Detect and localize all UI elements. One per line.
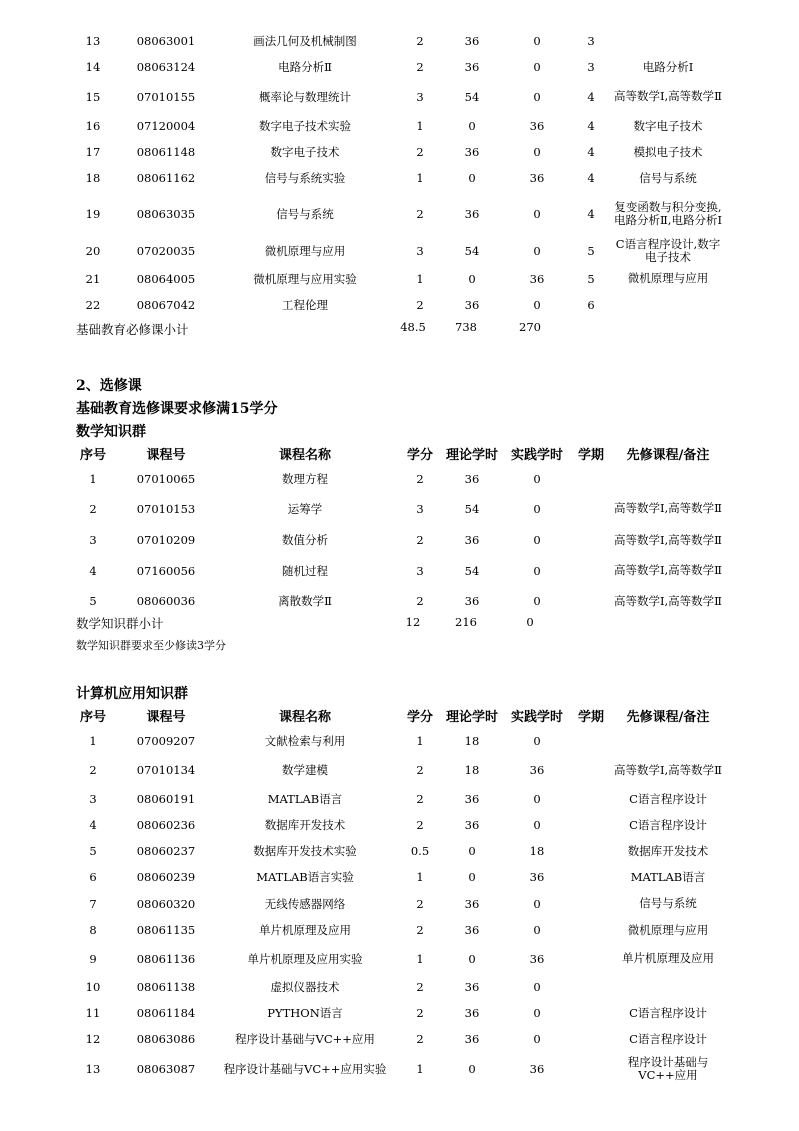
math-header-credits: 学分 — [406, 447, 433, 463]
required-cell-course-name: 微机原理与应用实验 — [253, 271, 357, 286]
computer-cell-practice-hours: 0 — [533, 734, 541, 748]
computer-cell-theory-hours: 36 — [464, 980, 480, 994]
computer-cell-course-code: 08060239 — [136, 870, 196, 884]
computer-cell-seq: 12 — [85, 1032, 101, 1046]
math-header-theory-hours: 理论学时 — [445, 447, 498, 463]
required-cell-credits: 3 — [416, 89, 424, 104]
computer-header-course-code: 课程号 — [146, 709, 186, 725]
computer-cell-seq: 3 — [89, 792, 97, 806]
required-cell-course-code: 08063124 — [136, 60, 196, 74]
required-row — [64, 80, 724, 113]
computer-cell-theory-hours: 36 — [464, 923, 480, 937]
required-cell-practice-hours: 36 — [529, 171, 545, 185]
math-cell-prerequisite: 高等数学Ⅰ,高等数学Ⅱ — [613, 563, 722, 577]
required-cell-prerequisite: C语言程序设计,数字电子技术 — [615, 237, 721, 264]
math-cell-practice-hours: 0 — [533, 594, 541, 608]
computer-cell-practice-hours: 0 — [533, 896, 541, 911]
math-header-row — [64, 440, 724, 466]
math-row — [64, 525, 724, 555]
required-cell-prerequisite: 数字电子技术 — [633, 118, 703, 133]
required-cell-semester: 4 — [587, 89, 595, 104]
math-row — [64, 586, 724, 616]
computer-cell-semester — [570, 812, 612, 838]
required-cell-seq: 16 — [85, 119, 101, 133]
computer-cell-course-name: 文献检索与利用 — [264, 734, 346, 748]
required-cell-semester: 4 — [587, 207, 595, 221]
computer-row — [64, 917, 724, 943]
math-cell-course-code: 07010153 — [136, 501, 196, 516]
math-cell-semester — [570, 586, 612, 616]
math-header-semester: 学期 — [577, 447, 604, 463]
math-header-prerequisite: 先修课程/备注 — [626, 447, 710, 463]
computer-cell-theory-hours: 36 — [464, 792, 480, 806]
math-header-course-code: 课程号 — [146, 447, 186, 463]
required-cell-practice-hours: 0 — [533, 89, 541, 104]
computer-cell-practice-hours: 0 — [533, 1032, 541, 1046]
required-cell-semester: 6 — [587, 298, 595, 312]
required-subtotal-practice: 270 — [519, 320, 541, 334]
required-row — [64, 54, 724, 80]
required-cell-course-code: 08061162 — [136, 171, 196, 185]
computer-cell-seq: 10 — [85, 980, 101, 994]
computer-cell-theory-hours: 0 — [468, 951, 476, 966]
computer-cell-practice-hours: 0 — [533, 923, 541, 937]
computer-cell-course-name: 单片机原理及应用实验 — [247, 951, 363, 966]
required-cell-semester: 5 — [587, 244, 595, 258]
computer-cell-course-code: 08061136 — [136, 951, 196, 966]
required-cell-course-name: 数字电子技术实验 — [259, 119, 351, 133]
computer-cell-credits: 0.5 — [410, 844, 430, 858]
computer-cell-course-name: MATLAB语言 — [267, 792, 343, 806]
computer-cell-seq: 5 — [89, 844, 97, 858]
computer-cell-prerequisite: C语言程序设计 — [629, 1005, 707, 1020]
required-cell-practice-hours: 0 — [533, 298, 541, 312]
computer-cell-seq: 4 — [89, 818, 97, 832]
math-subtotal-credits: 12 — [405, 615, 421, 629]
computer-cell-prerequisite: 单片机原理及应用 — [622, 951, 714, 965]
required-cell-semester: 4 — [587, 171, 595, 185]
math-cell-credits: 2 — [416, 594, 424, 608]
math-cell-credits: 2 — [416, 472, 424, 486]
computer-cell-course-code: 08060320 — [136, 896, 196, 911]
math-cell-semester — [570, 492, 612, 525]
computer-cell-seq: 8 — [89, 923, 97, 937]
computer-cell-practice-hours: 0 — [533, 980, 541, 994]
math-cell-course-code: 07010209 — [136, 533, 196, 547]
required-cell-course-name: 工程伦理 — [282, 298, 328, 312]
electives-heading: 2、选修课 — [76, 378, 142, 394]
math-cell-course-name: 运筹学 — [287, 501, 323, 516]
required-row — [64, 165, 724, 191]
computer-header-course-name: 课程名称 — [278, 709, 331, 725]
computer-cell-prerequisite: 信号与系统 — [639, 896, 697, 910]
computer-cell-semester — [570, 754, 612, 786]
computer-cell-theory-hours: 36 — [464, 896, 480, 911]
required-row — [64, 28, 724, 54]
required-cell-course-name: 概率论与数理统计 — [259, 89, 351, 104]
math-cell-prerequisite: 高等数学Ⅰ,高等数学Ⅱ — [613, 593, 722, 608]
required-cell-credits: 1 — [416, 271, 424, 286]
required-cell-prerequisite: 复变函数与积分变换,电路分析Ⅱ,电路分析Ⅰ — [613, 200, 722, 227]
computer-cell-prerequisite — [612, 728, 724, 754]
computer-cell-course-code: 08061138 — [136, 980, 196, 994]
computer-cell-theory-hours: 0 — [468, 844, 476, 858]
math-cell-practice-hours: 0 — [533, 501, 541, 516]
required-cell-semester: 5 — [587, 271, 595, 286]
computer-cell-credits: 2 — [416, 818, 424, 832]
computer-cell-course-code: 08060237 — [136, 844, 196, 858]
required-cell-theory-hours: 36 — [464, 207, 480, 221]
required-cell-prerequisite: 高等数学Ⅰ,高等数学Ⅱ — [613, 89, 722, 103]
computer-cell-semester — [570, 1000, 612, 1026]
computer-cell-semester — [570, 786, 612, 812]
math-row — [64, 492, 724, 525]
required-cell-practice-hours: 36 — [529, 119, 545, 133]
math-cell-prerequisite: 高等数学Ⅰ,高等数学Ⅱ — [613, 532, 722, 547]
computer-row — [64, 890, 724, 917]
computer-cell-prerequisite: 数据库开发技术 — [627, 843, 709, 858]
required-subtotal-credits: 48.5 — [400, 320, 426, 334]
math-cell-seq: 5 — [89, 594, 97, 608]
required-cell-theory-hours: 0 — [468, 271, 476, 286]
computer-header-theory-hours: 理论学时 — [445, 709, 498, 725]
required-cell-course-code: 08061148 — [136, 145, 196, 159]
required-cell-course-code: 07010155 — [136, 89, 196, 104]
required-cell-practice-hours: 0 — [533, 244, 541, 258]
math-cell-course-code: 07160056 — [136, 563, 196, 578]
math-cell-theory-hours: 36 — [464, 533, 480, 547]
computer-cell-course-name: 数学建模 — [282, 763, 328, 777]
required-cell-credits: 2 — [416, 145, 424, 159]
computer-group-table — [64, 702, 724, 1085]
math-group-title: 数学知识群 — [76, 424, 146, 440]
required-cell-practice-hours: 36 — [529, 271, 545, 286]
computer-cell-seq: 7 — [89, 896, 97, 911]
required-row — [64, 237, 724, 265]
math-group-note: 数学知识群要求至少修读3学分 — [76, 639, 226, 652]
computer-cell-credits: 2 — [416, 763, 424, 777]
math-cell-credits: 3 — [416, 563, 424, 578]
computer-group-title: 计算机应用知识群 — [76, 686, 188, 702]
math-cell-seq: 1 — [89, 472, 97, 486]
computer-cell-semester — [570, 838, 612, 864]
computer-header-seq: 序号 — [79, 709, 106, 725]
computer-row — [64, 943, 724, 974]
computer-row — [64, 728, 724, 754]
computer-cell-course-code: 08063087 — [136, 1061, 196, 1076]
required-cell-theory-hours: 36 — [464, 34, 480, 48]
required-cell-practice-hours: 0 — [533, 207, 541, 221]
computer-cell-course-code: 08063086 — [136, 1032, 196, 1046]
required-cell-course-name: 微机原理与应用 — [264, 244, 346, 258]
required-cell-credits: 2 — [416, 298, 424, 312]
computer-cell-practice-hours: 36 — [529, 763, 545, 777]
required-cell-prerequisite — [612, 292, 724, 318]
required-cell-theory-hours: 0 — [468, 171, 476, 185]
math-cell-theory-hours: 36 — [464, 594, 480, 608]
required-cell-course-name: 电路分析Ⅱ — [278, 60, 332, 74]
math-cell-semester — [570, 466, 612, 492]
required-cell-credits: 2 — [416, 207, 424, 221]
required-cell-seq: 22 — [85, 298, 101, 312]
computer-cell-credits: 1 — [416, 734, 424, 748]
computer-row — [64, 1052, 724, 1085]
computer-cell-course-name: 数据库开发技术实验 — [253, 844, 357, 858]
computer-cell-credits: 1 — [416, 951, 424, 966]
required-cell-course-code: 08064005 — [136, 271, 196, 286]
computer-header-practice-hours: 实践学时 — [510, 709, 563, 725]
required-cell-seq: 13 — [85, 34, 101, 48]
computer-cell-prerequisite: 高等数学Ⅰ,高等数学Ⅱ — [613, 762, 722, 777]
required-row — [64, 265, 724, 292]
computer-cell-course-name: 虚拟仪器技术 — [270, 980, 340, 994]
math-cell-practice-hours: 0 — [533, 533, 541, 547]
computer-cell-course-name: 程序设计基础与VC++应用 — [235, 1032, 375, 1046]
computer-cell-seq: 2 — [89, 763, 97, 777]
math-header-course-name: 课程名称 — [278, 447, 331, 463]
required-cell-semester: 3 — [587, 60, 595, 74]
required-row — [64, 139, 724, 165]
math-group-table — [64, 440, 724, 616]
computer-cell-course-name: MATLAB语言实验 — [256, 870, 354, 884]
math-cell-course-name: 随机过程 — [282, 563, 328, 578]
math-subtotal-practice: 0 — [526, 615, 534, 629]
required-course-table — [64, 28, 724, 318]
math-cell-theory-hours: 54 — [464, 563, 480, 578]
computer-cell-credits: 1 — [416, 1061, 424, 1076]
math-cell-practice-hours: 0 — [533, 472, 541, 486]
required-cell-prerequisite: 模拟电子技术 — [633, 144, 703, 159]
math-cell-seq: 3 — [89, 533, 97, 547]
required-cell-theory-hours: 54 — [464, 244, 480, 258]
computer-cell-semester — [570, 1052, 612, 1085]
computer-cell-course-code: 07009207 — [136, 734, 196, 748]
computer-cell-prerequisite: 微机原理与应用 — [627, 922, 709, 937]
required-cell-prerequisite: 电路分析Ⅰ — [642, 59, 694, 74]
computer-cell-course-code: 08061135 — [136, 923, 196, 937]
required-cell-semester: 4 — [587, 119, 595, 133]
math-cell-course-name: 离散数学Ⅱ — [278, 594, 332, 608]
computer-cell-theory-hours: 36 — [464, 1032, 480, 1046]
required-cell-seq: 17 — [85, 145, 101, 159]
computer-row — [64, 754, 724, 786]
required-cell-course-code: 08067042 — [136, 298, 196, 312]
computer-cell-semester — [570, 890, 612, 917]
required-cell-seq: 20 — [85, 244, 101, 258]
computer-cell-credits: 2 — [416, 896, 424, 911]
required-cell-theory-hours: 54 — [464, 89, 480, 104]
computer-cell-semester — [570, 943, 612, 974]
computer-cell-seq: 6 — [89, 870, 97, 884]
required-subtotal-label: 基础教育必修课小计 — [76, 322, 189, 337]
computer-cell-course-name: 数据库开发技术 — [264, 818, 346, 832]
required-cell-practice-hours: 0 — [533, 60, 541, 74]
computer-cell-theory-hours: 36 — [464, 1006, 480, 1020]
required-cell-prerequisite: 微机原理与应用 — [627, 271, 709, 285]
math-cell-theory-hours: 54 — [464, 501, 480, 516]
required-cell-course-name: 信号与系统 — [276, 207, 334, 221]
computer-row — [64, 812, 724, 838]
math-cell-credits: 2 — [416, 533, 424, 547]
computer-cell-credits: 2 — [416, 1006, 424, 1020]
required-row — [64, 292, 724, 318]
required-cell-course-name: 画法几何及机械制图 — [253, 34, 357, 48]
required-cell-course-name: 数字电子技术 — [270, 145, 340, 159]
computer-header-credits: 学分 — [406, 709, 433, 725]
required-cell-seq: 19 — [85, 207, 101, 221]
math-subtotal-theory: 216 — [455, 615, 477, 629]
required-cell-seq: 14 — [85, 60, 101, 74]
required-cell-credits: 2 — [416, 34, 424, 48]
computer-cell-practice-hours: 0 — [533, 1006, 541, 1020]
math-cell-semester — [570, 555, 612, 586]
required-subtotal-theory: 738 — [455, 320, 477, 334]
computer-cell-theory-hours: 0 — [468, 870, 476, 884]
math-cell-course-name: 数值分析 — [282, 533, 328, 547]
required-cell-semester: 4 — [587, 145, 595, 159]
computer-cell-practice-hours: 36 — [529, 870, 545, 884]
computer-cell-credits: 2 — [416, 1032, 424, 1046]
math-header-seq: 序号 — [79, 447, 106, 463]
computer-row — [64, 838, 724, 864]
computer-cell-credits: 2 — [416, 923, 424, 937]
math-cell-seq: 4 — [89, 563, 97, 578]
computer-row — [64, 1000, 724, 1026]
computer-cell-course-code: 08060191 — [136, 792, 196, 806]
required-cell-seq: 15 — [85, 89, 101, 104]
required-row — [64, 191, 724, 237]
math-cell-theory-hours: 36 — [464, 472, 480, 486]
required-cell-theory-hours: 36 — [464, 60, 480, 74]
computer-cell-seq: 9 — [89, 951, 97, 966]
math-subtotal-label: 数学知识群小计 — [76, 616, 164, 631]
math-cell-credits: 3 — [416, 501, 424, 516]
computer-cell-credits: 2 — [416, 980, 424, 994]
required-cell-credits: 3 — [416, 244, 424, 258]
required-cell-prerequisite — [612, 28, 724, 54]
computer-cell-prerequisite: MATLAB语言 — [630, 869, 706, 884]
computer-cell-seq: 11 — [85, 1006, 101, 1020]
required-cell-theory-hours: 36 — [464, 145, 480, 159]
math-cell-practice-hours: 0 — [533, 563, 541, 578]
computer-header-semester: 学期 — [577, 709, 604, 725]
math-cell-prerequisite: 高等数学Ⅰ,高等数学Ⅱ — [613, 501, 722, 515]
required-cell-practice-hours: 0 — [533, 34, 541, 48]
computer-cell-theory-hours: 18 — [464, 763, 480, 777]
computer-cell-semester — [570, 728, 612, 754]
required-cell-course-code: 08063035 — [136, 207, 196, 221]
computer-cell-practice-hours: 18 — [529, 844, 545, 858]
computer-cell-seq: 13 — [85, 1061, 101, 1076]
computer-cell-theory-hours: 0 — [468, 1061, 476, 1076]
computer-cell-semester — [570, 864, 612, 890]
computer-cell-course-name: 无线传感器网络 — [264, 896, 346, 911]
math-cell-seq: 2 — [89, 501, 97, 516]
computer-cell-practice-hours: 0 — [533, 792, 541, 806]
computer-cell-theory-hours: 18 — [464, 734, 480, 748]
required-cell-prerequisite: 信号与系统 — [639, 170, 697, 185]
computer-cell-seq: 1 — [89, 734, 97, 748]
math-cell-course-name: 数理方程 — [282, 472, 328, 486]
math-cell-prerequisite — [612, 466, 724, 492]
math-row — [64, 555, 724, 586]
computer-cell-course-code: 08061184 — [136, 1006, 196, 1020]
computer-cell-theory-hours: 36 — [464, 818, 480, 832]
math-header-practice-hours: 实践学时 — [510, 447, 563, 463]
computer-row — [64, 786, 724, 812]
computer-cell-semester — [570, 917, 612, 943]
required-cell-course-name: 信号与系统实验 — [264, 171, 346, 185]
required-cell-seq: 18 — [85, 171, 101, 185]
required-cell-course-code: 07120004 — [136, 119, 196, 133]
required-cell-credits: 1 — [416, 119, 424, 133]
computer-header-row — [64, 702, 724, 728]
required-cell-seq: 21 — [85, 271, 101, 286]
computer-cell-practice-hours: 36 — [529, 951, 545, 966]
required-cell-course-code: 07020035 — [136, 244, 196, 258]
math-cell-semester — [570, 525, 612, 555]
computer-cell-practice-hours: 36 — [529, 1061, 545, 1076]
computer-cell-semester — [570, 974, 612, 1000]
computer-cell-prerequisite: C语言程序设计 — [629, 817, 707, 832]
computer-header-prerequisite: 先修课程/备注 — [626, 709, 710, 725]
computer-cell-practice-hours: 0 — [533, 818, 541, 832]
required-cell-credits: 2 — [416, 60, 424, 74]
computer-cell-course-name: 程序设计基础与VC++应用实验 — [223, 1061, 387, 1076]
required-cell-credits: 1 — [416, 171, 424, 185]
computer-cell-prerequisite: C语言程序设计 — [629, 791, 707, 806]
computer-row — [64, 1026, 724, 1052]
required-row — [64, 113, 724, 139]
computer-cell-credits: 2 — [416, 792, 424, 806]
electives-requirement: 基础教育选修课要求修满15学分 — [76, 401, 278, 417]
required-cell-practice-hours: 0 — [533, 145, 541, 159]
computer-cell-prerequisite: C语言程序设计 — [629, 1031, 707, 1046]
computer-cell-course-name: PYTHON语言 — [267, 1006, 343, 1020]
computer-cell-prerequisite: 程序设计基础与VC++应用 — [627, 1054, 709, 1082]
computer-cell-course-name: 单片机原理及应用 — [259, 923, 351, 937]
computer-cell-course-code: 08060236 — [136, 818, 196, 832]
computer-row — [64, 864, 724, 890]
math-cell-course-code: 08060036 — [136, 594, 196, 608]
required-cell-course-code: 08063001 — [136, 34, 196, 48]
required-cell-semester: 3 — [587, 34, 595, 48]
math-row — [64, 466, 724, 492]
computer-row — [64, 974, 724, 1000]
computer-cell-semester — [570, 1026, 612, 1052]
math-cell-course-code: 07010065 — [136, 472, 196, 486]
required-cell-theory-hours: 0 — [468, 119, 476, 133]
required-cell-theory-hours: 36 — [464, 298, 480, 312]
computer-cell-credits: 1 — [416, 870, 424, 884]
computer-cell-prerequisite — [612, 974, 724, 1000]
computer-cell-course-code: 07010134 — [136, 763, 196, 777]
